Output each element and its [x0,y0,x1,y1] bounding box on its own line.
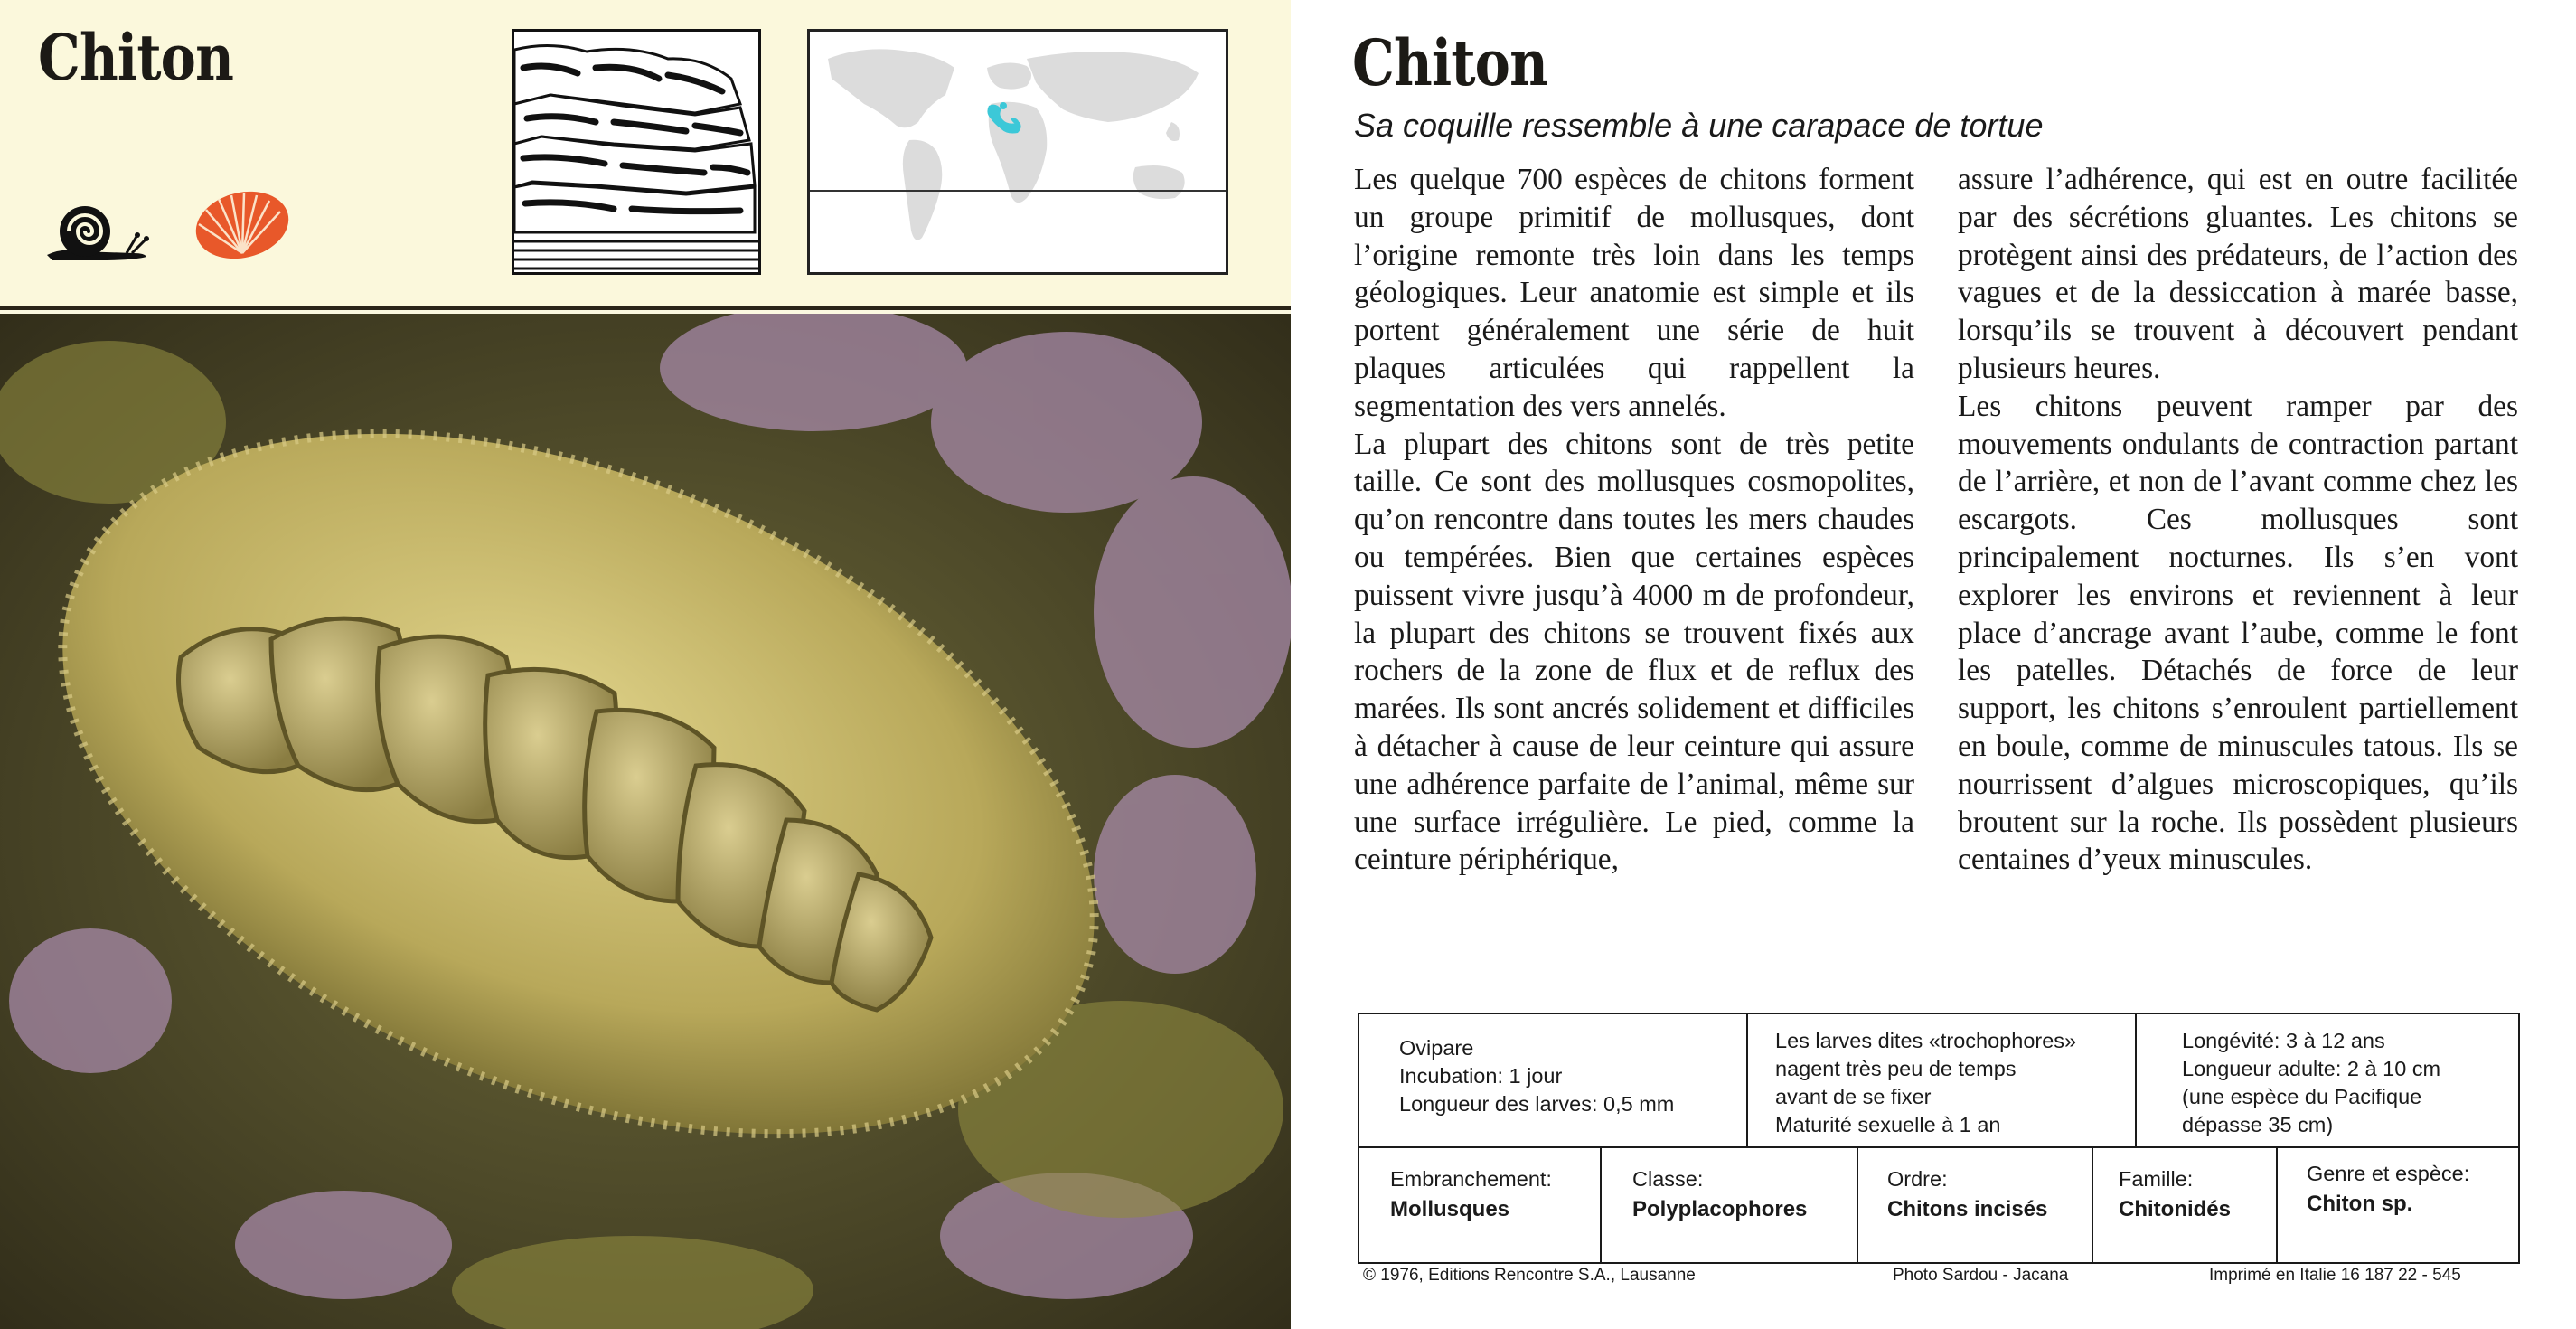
chiton-photo [0,314,1291,1329]
snail-icon [43,201,152,264]
size-cell [2135,1014,2518,1146]
taxonomy-value: Chiton sp. [2307,1192,2413,1216]
reproduction-cell [1359,1014,1746,1146]
fact-line: Longueur adulte: 2 à 10 cm [2182,1057,2441,1080]
larvae-cell [1746,1014,2135,1146]
text-column-2 [1958,161,2518,879]
taxonomy-cell [1359,1148,1600,1262]
back-card-subtitle: Sa coquille ressemble à une carapace de tortue [1354,107,2044,144]
taxonomy-value: Mollusques [1390,1197,1510,1221]
fact-line: Maturité sexuelle à 1 an [1775,1113,2001,1136]
taxonomy-value: Polyplacophores [1632,1197,1808,1221]
facts-table [1358,1013,2520,1264]
taxonomy-value: Chitons incisés [1887,1197,2048,1221]
photo-credit: Photo Sardou - Jacana [1893,1266,2069,1285]
text-column-1 [1354,161,1914,879]
front-card-header [0,0,1291,310]
print-info: Imprimé en Italie 16 187 22 - 545 [2209,1266,2461,1285]
taxonomy-label: Classe: [1632,1167,1704,1191]
rocky-shore-habitat-icon [512,29,761,275]
taxonomy-label: Embranchement: [1390,1167,1552,1191]
world-map [807,29,1228,275]
fact-line: nagent très peu de temps [1775,1057,2017,1080]
paragraph: Les quelque 700 espèces de chitons forment un groupe primitif de mollusques, dont l’origine remonte très loin dans les temps géologiques. Leur anatomie est simple et ils portent généralement une série de huit plaques articulées qui rappellent la segmentation des vers annelés. [1354,163,1914,423]
paragraph: assure l’adhérence, qui est en outre facilitée par des sécrétions gluantes. Les chitons se protègent ainsi des prédateurs, de l’action des vagues et de la dessiccation à marée basse, lorsqu’ils se trouvent à découvert pendant plusieurs heures. [1958,163,2518,385]
fact-line: dépasse 35 cm) [2182,1113,2334,1136]
front-card-title: Chiton [38,20,233,95]
taxonomy-value: Chitonidés [2119,1197,2231,1221]
fact-line: Incubation: 1 jour [1399,1064,1563,1088]
fact-line: Longueur des larves: 0,5 mm [1399,1092,1675,1116]
taxonomy-cell [1857,1148,2092,1262]
back-card-title: Chiton [1352,25,1547,100]
fact-line: Ovipare [1399,1036,1474,1060]
taxonomy-label: Genre et espèce: [2307,1162,2470,1185]
paragraph: La plupart des chitons sont de très petite taille. Ce sont des mollusques cosmopolites, qu’on rencontre dans toutes les mers chaudes ou tempérées. Bien que certaines espèces puissent vivre jusqu’à 4000 m de profondeur, la plupart des chitons se trouvent fixés aux rochers de la zone de flux et de reflux des marées. Ils sont ancrés solidement et difficiles à détacher à cause de leur ceinture qui assure une adhérence parfaite de l’animal, même sur une surface irrégulière. Le pied, comme la ceinture périphérique, [1354,427,1914,877]
taxonomy-cell [1600,1148,1857,1262]
fact-line: (une espèce du Pacifique [2182,1085,2422,1108]
taxonomy-label: Ordre: [1887,1167,1948,1191]
facts-row [1359,1014,2518,1148]
taxonomy-row [1359,1148,2518,1262]
taxonomy-cell [2092,1148,2276,1262]
copyright-notice: © 1976, Editions Rencontre S.A., Lausanne [1363,1266,1696,1285]
fact-line: Longévité: 3 à 12 ans [2182,1029,2385,1052]
taxonomy-cell [2276,1148,2518,1262]
taxonomy-label: Famille: [2119,1167,2194,1191]
fact-line: avant de se fixer [1775,1085,1932,1108]
fact-line: Les larves dites «trochophores» [1775,1029,2077,1052]
paragraph: Les chitons peuvent ramper par des mouvements ondulants de contraction partant de l’arrière, et non de l’avant comme chez les escargots. Ces mollusques sont principalement nocturnes. Ils s’en vont explorer les environs et reviennent à leur place d’ancrage avant l’aube, comme le font les patelles. Détachés de force de leur support, les chitons s’enroulent partiellement en boule, comme de minuscules tatous. Ils se nourrissent d’algues microscopiques, qu’ils broutent sur la roche. Ils possèdent plusieurs centaines d’yeux minuscules. [1958,389,2518,877]
shell-icon [192,188,293,262]
back-card [1291,0,2576,1329]
